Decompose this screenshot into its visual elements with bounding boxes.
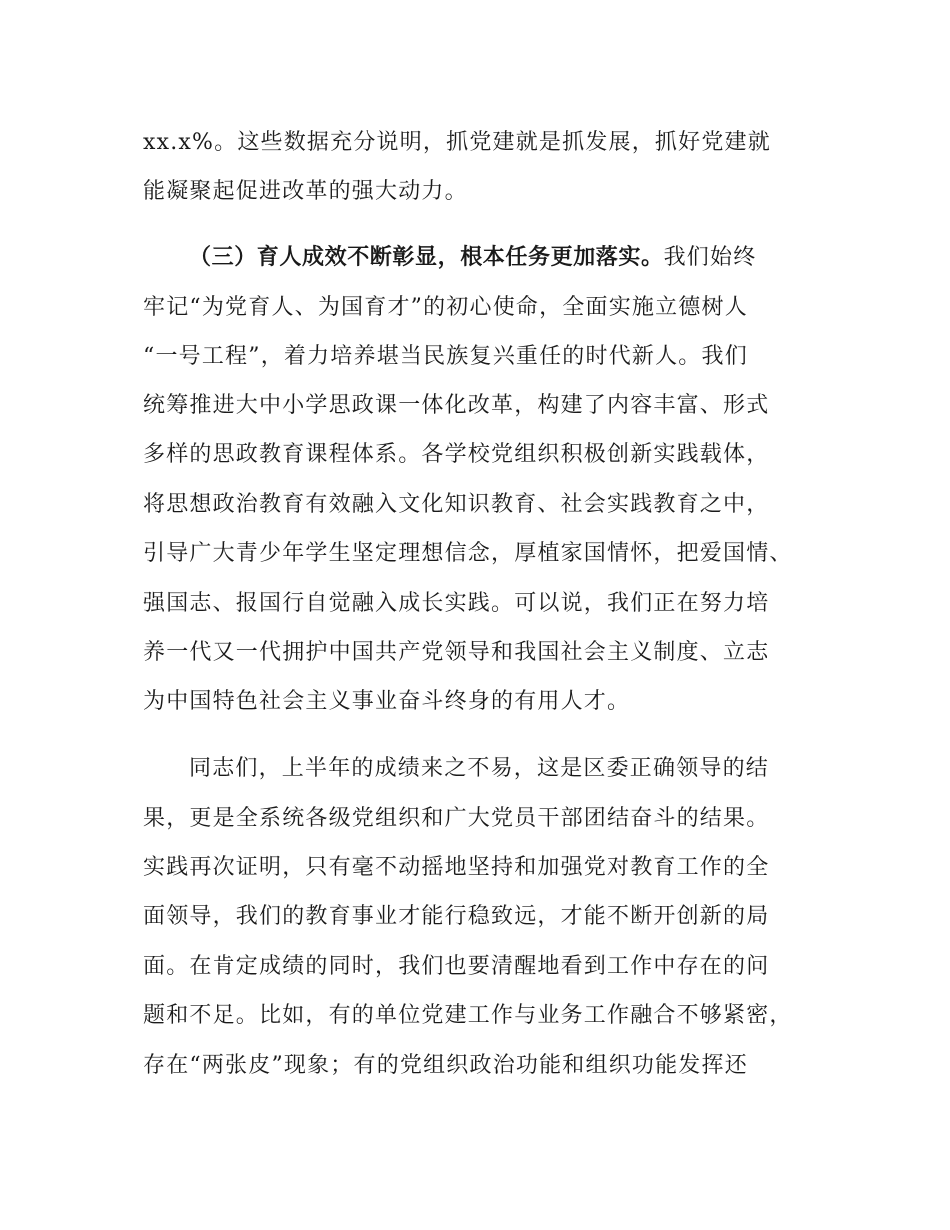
paragraph-3-line-5: 面。在肯定成绩的同时，我们也要清醒地看到工作中存在的问	[143, 954, 770, 979]
paragraph-2-line-5: 多样的思政教育课程体系。各学校党组织积极创新实践载体，	[143, 442, 770, 467]
paragraph-2-line-1-rest: 我们始终	[663, 245, 757, 270]
paragraph-3-line-1: 同志们，上半年的成绩来之不易，这是区委正确领导的结	[189, 756, 770, 781]
paragraph-2-line-3: “一号工程”，着力培养堪当民族复兴重任的时代新人。我们	[143, 344, 748, 369]
paragraph-2-line-9: 养一代又一代拥护中国共产党领导和我国社会主义制度、立志	[143, 640, 770, 665]
paragraph-3-line-7: 存在“两张皮”现象；有的党组织政治功能和组织功能发挥还	[143, 1053, 748, 1078]
paragraph-3-line-3: 实践再次证明，只有毫不动摇地坚持和加强党对教育工作的全	[143, 855, 770, 880]
paragraph-2-line-7: 引导广大青少年学生坚定理想信念，厚植家国情怀，把爱国情、	[143, 541, 793, 566]
paragraph-2-line-4: 统筹推进大中小学思政课一体化改革，构建了内容丰富、形式	[143, 393, 770, 418]
paragraph-3-line-4: 面领导，我们的教育事业才能行稳致远，才能不断开创新的局	[143, 904, 770, 929]
paragraph-3-line-2: 果，更是全系统各级党组织和广大党员干部团结奋斗的结果。	[143, 806, 770, 831]
paragraph-1-line-2: 能凝聚起促进改革的强大动力。	[143, 179, 468, 204]
paragraph-2-line-2: 牢记“为党育人、为国育才”的初心使命，全面实施立德树人	[143, 295, 748, 320]
section-heading: （三）育人成效不断彰显，根本任务更加落实。	[189, 245, 664, 270]
paragraph-2-line-8: 强国志、报国行自觉融入成长实践。可以说，我们正在努力培	[143, 591, 770, 616]
paragraph-2-line-1	[189, 243, 756, 273]
paragraph-2-line-6: 将思想政治教育有效融入文化知识教育、社会实践教育之中，	[143, 492, 770, 517]
paragraph-3-line-6: 题和不足。比如，有的单位党建工作与业务工作融合不够紧密，	[143, 1003, 793, 1028]
paragraph-1-line-1: xx.x%。这些数据充分说明，抓党建就是抓发展，抓好党建就	[143, 130, 771, 155]
paragraph-2-line-10: 为中国特色社会主义事业奋斗终身的有用人才。	[143, 689, 631, 714]
